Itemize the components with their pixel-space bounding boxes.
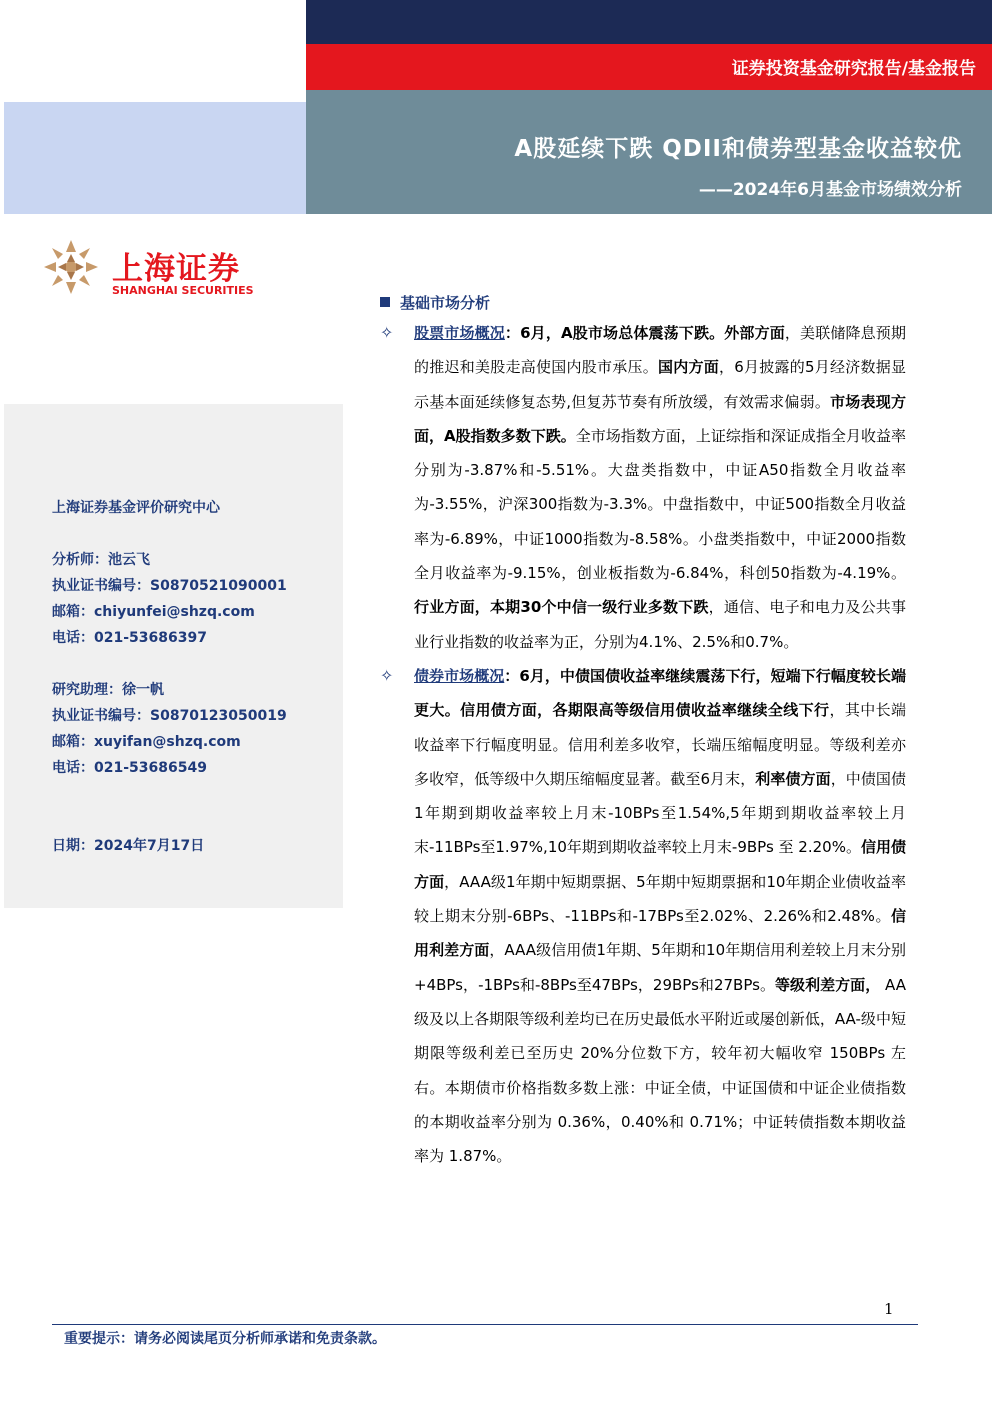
stock-market-link[interactable]: 股票市场概况 bbox=[414, 324, 505, 342]
section-heading: 基础市场分析 bbox=[380, 290, 906, 316]
analyst-email: 邮箱：chiyunfei@shzq.com bbox=[52, 604, 255, 620]
bond-market-paragraph: ✧ 债券市场概况：6月，中债国债收益率继续震荡下行，短端下行幅度较长端更大。信用债方面，各期限高等级信用债收益率继续全线下行，其中长端收益率下行幅度明显。信用利差多收窄，长端压缩幅度明显。等级利差亦多收窄，低等级中久期压缩幅度显著。截至6月末，利率债方面，中债国债1年期到期收益率较上月末-10BPs至1.54%,5年期到期收益率较上月末-11BPs至1.97%,10年期到期收益率较上月末-9BPs 至 2.20%。信用债方面，AAA级1年期中短期票据、5年期中短期票据和10年期企业债收益率较上期末分别-6BPs、-11BPs和-17BPs至2.02%、2.26%和2.48%。信用利差方面，AAA级信用债1年期、5年期和10年期信用利差较上月末分别+4BPs，-1BPs和-8BPs至47BPs，29BPs和27BPs。等级利差方面， AA级及以上各期限等级利差均已在历史最低水平附近或屡创新低，AA-级中短期限等级利差已至历史 20%分位数下方，较年初大幅收窄 150BPs 左右。本期债市价格指数多数上涨：中证全债，中证国债和中证企业债指数的本期收益率分别为 0.36%，0.40%和 0.71%；中证转债指数本期收益率为 1.87%。 bbox=[380, 659, 906, 1173]
diamond-star-icon: ✧ bbox=[380, 323, 394, 342]
square-bullet-icon bbox=[380, 297, 390, 307]
report-subtitle: ——2024年6月基金市场绩效分析 bbox=[698, 180, 962, 200]
header-top-band bbox=[306, 0, 992, 44]
analyst-name: 分析师：池云飞 bbox=[52, 552, 150, 568]
page-number: 1 bbox=[884, 1300, 894, 1318]
assistant-name: 研究助理：徐一帆 bbox=[52, 682, 164, 698]
sunburst-logo-icon bbox=[42, 238, 100, 296]
brand-name-cn: 上海证券 bbox=[112, 251, 240, 287]
title-band bbox=[306, 90, 992, 214]
footer-divider bbox=[52, 1324, 918, 1325]
sidebar-top-band bbox=[4, 102, 343, 214]
analyst-cert: 执业证书编号：S0870521090001 bbox=[52, 578, 287, 594]
bond-market-link[interactable]: 债券市场概况 bbox=[414, 666, 505, 685]
stock-market-paragraph: ✧ 股票市场概况：6月，A股市场总体震荡下跌。外部方面，美联储降息预期的推迟和美股走高使国内股市承压。国内方面，6月披露的5月经济数据显示基本面延续修复态势,但复苏节奏有所放缓，有效需求偏弱。市场表现方面，A股指数多数下跌。全市场指数方面，上证综指和深证成指全月收益率分别为-3.87%和-5.51%。大盘类指数中，中证A50指数全月收益率为-3.55%，沪深300指数为-3.3%。中盘指数中，中证500指数全月收益率为-6.89%，中证1000指数为-8.58%。小盘类指数中，中证2000指数全月收益率为-9.15%，创业板指数为-6.84%，科创50指数为-4.19%。行业方面，本期30个中信一级行业多数下跌，通信、电子和电力及公共事业行业指数的收益率为正，分别为4.1%、2.5%和0.7%。 bbox=[380, 316, 906, 659]
diamond-star-icon: ✧ bbox=[380, 665, 394, 685]
footer-note: 重要提示：请务必阅读尾页分析师承诺和免责条款。 bbox=[64, 1331, 386, 1347]
report-category: 证券投资基金研究报告/基金报告 bbox=[306, 44, 992, 90]
report-title: A股延续下跌 QDII和债券型基金收益较优 bbox=[514, 136, 962, 162]
report-date: 日期：2024年7月17日 bbox=[52, 838, 205, 854]
company-logo bbox=[42, 238, 282, 302]
assistant-phone: 电话：021-53686549 bbox=[52, 760, 207, 776]
main-content bbox=[380, 290, 906, 1173]
assistant-email: 邮箱：xuyifan@shzq.com bbox=[52, 734, 241, 750]
analyst-phone: 电话：021-53686397 bbox=[52, 630, 207, 646]
brand-name-en: SHANGHAI SECURITIES bbox=[112, 284, 254, 297]
research-center: 上海证券基金评价研究中心 bbox=[52, 500, 220, 516]
assistant-cert: 执业证书编号：S0870123050019 bbox=[52, 708, 287, 724]
